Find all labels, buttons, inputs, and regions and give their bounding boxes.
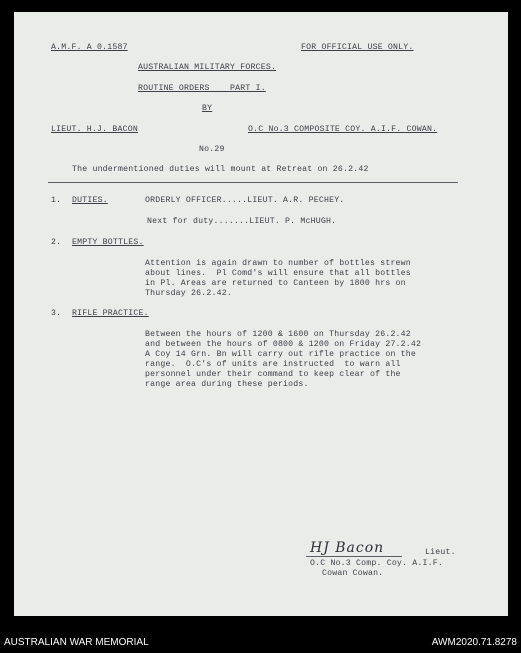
officer-name: LIEUT. H.J. BACON: [51, 125, 138, 134]
handwritten-signature: HJ Bacon: [310, 540, 385, 556]
section-line: A Coy 14 Grn. Bn will carry out rifle practice on the: [145, 350, 417, 359]
signature-line: [306, 556, 402, 557]
document-title: ROUTINE ORDERS PART I.: [138, 84, 266, 93]
reference-number: A.M.F. A 0.1587: [51, 43, 128, 52]
section-line: Between the hours of 1200 & 1600 on Thursday 26.2.42: [145, 330, 411, 339]
section-line: and between the hours of 0800 & 1200 on Friday 27.2.42: [145, 340, 422, 349]
archive-name: AUSTRALIAN WAR MEMORIAL: [4, 637, 149, 648]
order-number: No.29: [199, 145, 225, 154]
signature-location: Cowan Cowan.: [322, 569, 384, 578]
section-heading: RIFLE PRACTICE.: [72, 309, 149, 318]
section-number: 2.: [51, 238, 62, 247]
archive-reference: AWM2020.71.8278: [431, 637, 517, 648]
section-heading: EMPTY BOTTLES.: [72, 238, 144, 247]
section-number: 1.: [51, 196, 62, 205]
archive-footer: [0, 633, 521, 653]
section-line: ORDERLY OFFICER.....LIEUT. A.R. PECHEY.: [145, 196, 345, 205]
section-line: Next for duty.......LIEUT. P. McHUGH.: [147, 217, 337, 226]
signature-rank: Lieut.: [425, 548, 456, 557]
section-line: Attention is again drawn to number of bottles strewn: [145, 259, 411, 268]
section-line: about lines. Pl Comd's will ensure that all bottles: [145, 269, 411, 278]
section-heading: DUTIES.: [72, 196, 108, 205]
signature-title: O.C No.3 Comp. Coy. A.I.F.: [310, 559, 443, 568]
section-line: Thursday 26.2.42.: [145, 289, 232, 298]
intro-text: The undermentioned duties will mount at Retreat on 26.2.42: [72, 165, 369, 174]
section-number: 3.: [51, 309, 62, 318]
classification-label: FOR OFFICIAL USE ONLY.: [301, 43, 414, 52]
organisation-heading: AUSTRALIAN MILITARY FORCES.: [138, 63, 277, 72]
document-page: [14, 12, 508, 616]
unit-name: O.C No.3 COMPOSITE COY. A.I.F. COWAN.: [248, 125, 438, 134]
header-divider: [48, 182, 458, 183]
section-line: range area during these periods.: [145, 380, 309, 389]
by-label: BY: [202, 104, 213, 113]
section-line: personnel under their command to keep clear of the: [145, 370, 401, 379]
section-line: range. O.C's of units are instructed to warn all: [145, 360, 401, 369]
section-line: in Pl. Areas are returned to Canteen by 1800 hrs on: [145, 279, 406, 288]
